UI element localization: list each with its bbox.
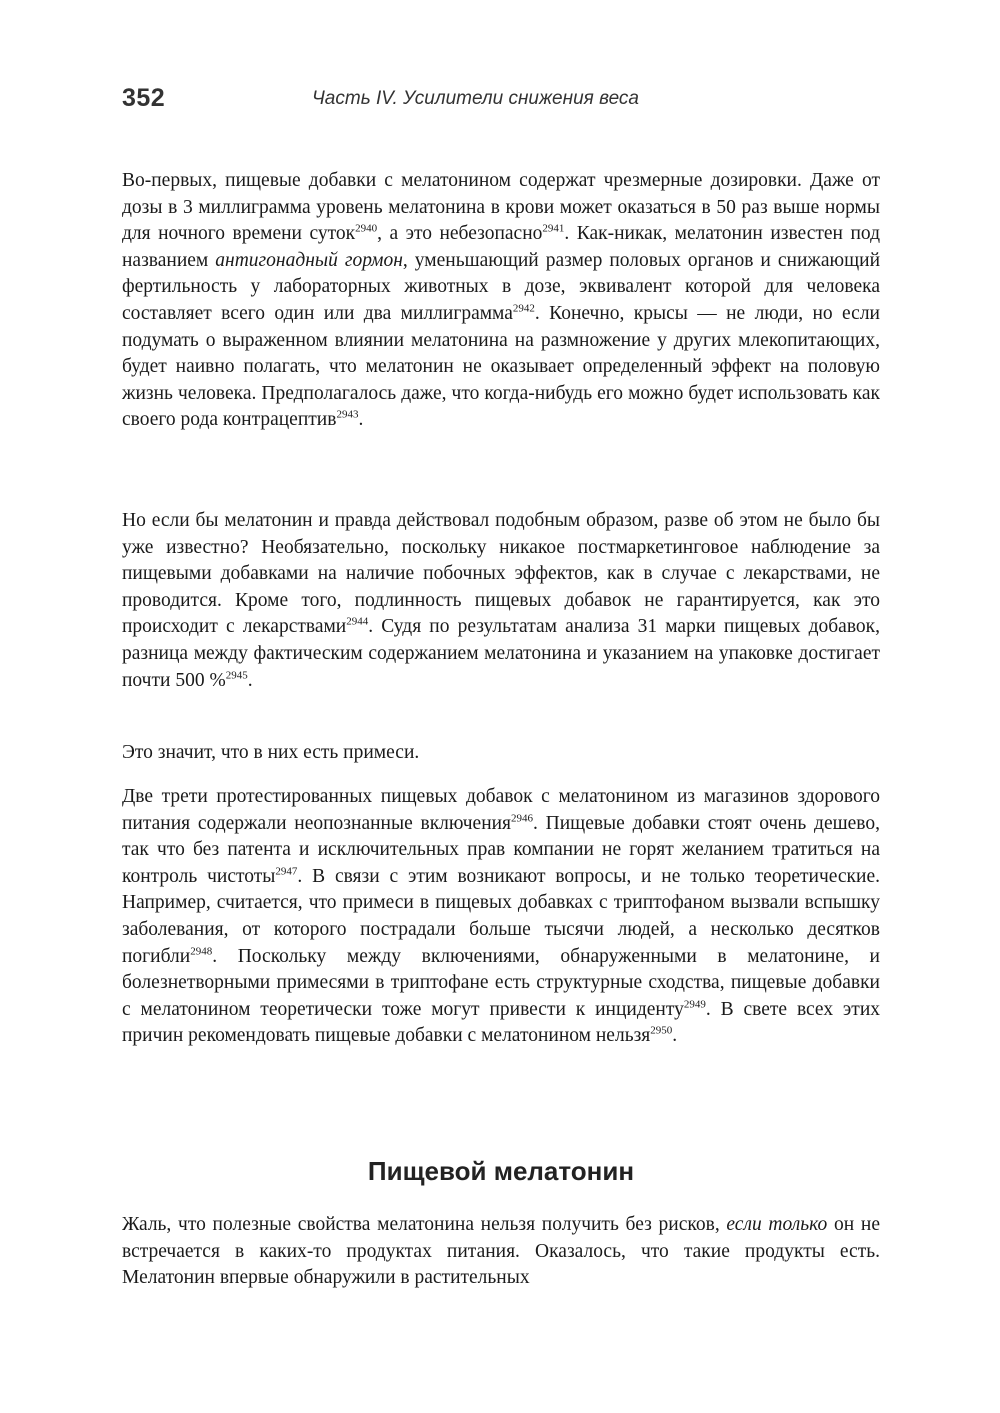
text-span: . Конечно, крысы — не люди, но если подумать о выраженном влиянии мелатонина на размножение у других млекопитающих, будет наивно полагать, что мелатонин не оказывает определенный эффект на половую жизнь человека. Предполагалось даже, что когда-нибудь его можно будет использовать как своего рода контрацептив — [122, 302, 880, 431]
text-span: Жаль, что полезные свойства мелатонина нельзя получить без рисков, — [122, 1214, 727, 1235]
text-span: он не встречается в каких-то продуктах питания. Оказалось, что такие продукты есть. Мелатонин впервые обнаружили в растительных — [122, 1214, 880, 1289]
footnote-ref: 2941 — [542, 222, 565, 235]
footnote-ref: 2950 — [650, 1024, 673, 1037]
paragraph-5 — [122, 1212, 880, 1292]
text-span: . Пищевые добавки стоят очень дешево, так что без патента и исключительных прав компании не горят желанием тратиться на контроль чистоты — [122, 812, 880, 887]
footnote-ref: 2940 — [355, 222, 378, 235]
footnote-ref: 2947 — [275, 865, 298, 878]
footnote-ref: 2944 — [346, 615, 369, 628]
paragraph-2 — [122, 508, 880, 694]
italic-term: антигонадный гормон — [215, 249, 403, 271]
text-span: . — [672, 1025, 678, 1047]
text-span: , а это небезопасно — [377, 223, 543, 245]
italic-term: если только — [726, 1214, 828, 1235]
footnote-ref: 2946 — [511, 812, 534, 825]
text-span: . Поскольку между включениями, обнаруженными в мелатонине, и болезнетворными примесями в триптофане есть структурные сходства, пищевые добавки с мелатонином теоретически тоже могут привести к инциденту — [122, 945, 880, 1020]
running-title: Часть IV. Усилители снижения веса — [312, 88, 639, 109]
text-span: . В свете всех этих причин рекомендовать пищевые добавки с мелатонином нельзя — [122, 998, 881, 1047]
text-span: Две трети протестированных пищевых добавок с мелатонином из магазинов здорового питания содержали неопознанные включения — [122, 786, 880, 834]
footnote-ref: 2942 — [512, 302, 535, 315]
text-span: . — [358, 409, 364, 431]
footnote-ref: 2945 — [225, 669, 248, 682]
text-span: . Как-никак, мелатонин известен под названием — [122, 223, 880, 271]
text-span: . В связи с этим возникают вопросы, и не только теоретические. Например, считается, что примеси в пищевых добавках с триптофаном вызвали вспышку заболевания, от которого пострадали больше тысячи людей, а несколько десятков погибли — [122, 865, 880, 967]
text-span: Во-первых, пищевые добавки с мелатонином содержат чрезмерные дозировки. Даже от дозы в 3 миллиграмма уровень мелатонина в крови может оказаться в 50 раз выше нормы для ночного времени суток — [122, 170, 880, 245]
footnote-ref: 2948 — [190, 945, 213, 958]
text-span: , уменьшающий размер половых органов и снижающий фертильность у лабораторных животных в дозе, эквивалент которой для человека составляет всего один или два миллиграмма — [122, 249, 881, 324]
section-heading: Пищевой мелатонин — [367, 1156, 635, 1186]
paragraph-4 — [122, 784, 880, 1050]
page-number: 352 — [122, 84, 166, 112]
paragraph-3 — [122, 740, 880, 767]
text-span: Это значит, что в них есть примеси. — [122, 742, 420, 763]
text-span: . Судя по результатам анализа 31 марки пищевых добавок, разница между фактическим содержанием мелатонина и указанием на упаковке достигает почти 500 % — [122, 616, 880, 691]
footnote-ref: 2949 — [683, 998, 706, 1011]
footnote-ref: 2943 — [336, 408, 359, 421]
paragraph-1 — [122, 168, 880, 434]
text-span: Но если бы мелатонин и правда действовал подобным образом, разве об этом не было бы уже известно? Необязательно, поскольку никакое постмаркетинговое наблюдение за пищевыми добавками на наличие побочных эффектов, как в случае с лекарствами, не проводится. Кроме того, подлинность пищевых добавок не гарантируется, как это происходит с лекарствами — [122, 510, 880, 638]
text-span: . — [247, 669, 253, 691]
